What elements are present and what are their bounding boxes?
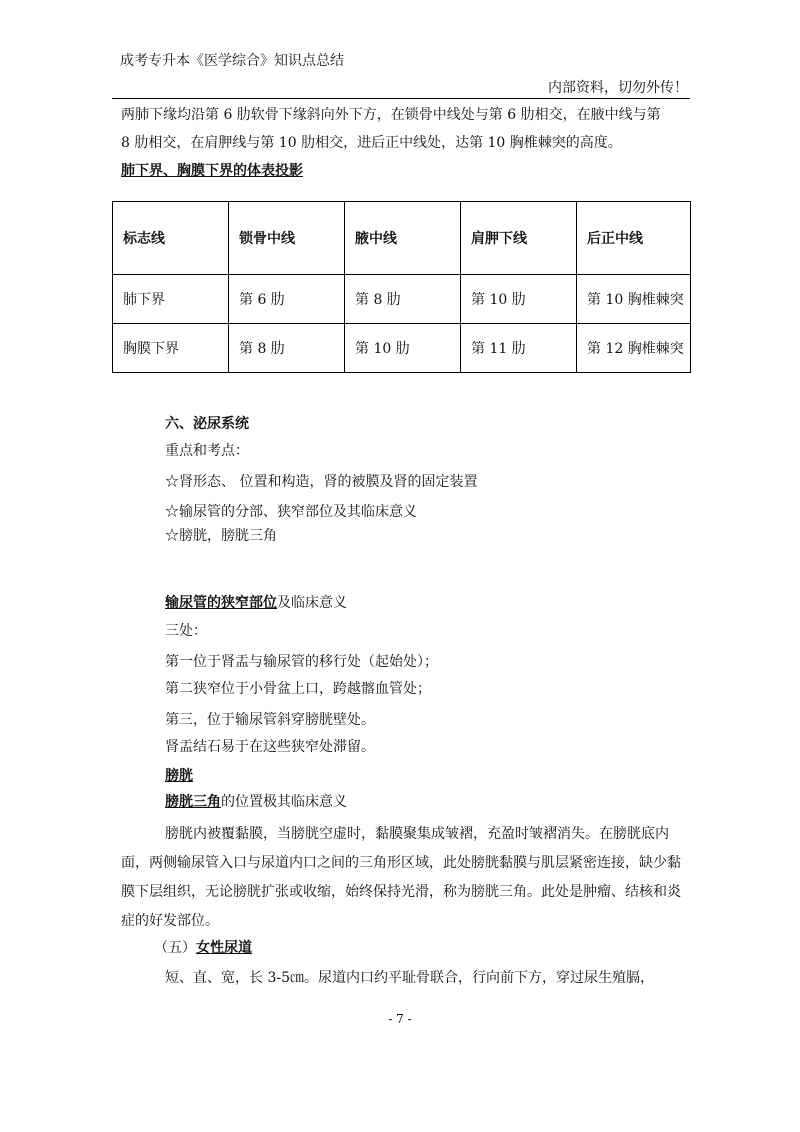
bladder-trigone-label: 膀胱三角 — [165, 794, 221, 810]
bladder-paragraph: 膀胱内被覆黏膜，当膀胱空虚时，黏膜聚集成皱褶，充盈时皱褶消失。在膀胱底内面，两侧输尿管入口与尿道内口之间的三角形区域，此处膀胱黏膜与肌层紧密连接，缺少黏膜下层组织，无论膀胱扩张或收缩，始终保持光滑，称为膀胱三角。此处是肿瘤、结核和炎症的好发部位。 — [121, 826, 681, 929]
ureter-heading-underlined: 输尿管的狭窄部位 — [165, 595, 277, 611]
projection-table — [112, 201, 691, 373]
female-urethra-text: 短、直、宽，长 3-5㎝。尿道内口约平耻骨联合，行向前下方，穿过尿生殖膈， — [165, 970, 654, 986]
female-urethra-title: 女性尿道 — [196, 940, 252, 956]
table-header-row — [113, 202, 691, 275]
table-cell: 肺下界 — [113, 275, 229, 324]
table-row — [113, 275, 691, 324]
bladder-heading: 膀胱 — [165, 768, 193, 784]
section-title-urinary: 六、泌尿系统 — [165, 416, 249, 432]
table-header-cell: 腋中线 — [345, 202, 461, 275]
intro-line-2: 8 肋相交，在肩胛线与第 10 肋相交，进后正中线处，达第 10 胸椎棘突的高度。 — [121, 135, 622, 151]
table-cell: 第 8 肋 — [345, 275, 461, 324]
bladder-subheading — [165, 788, 347, 816]
header-confidential-note: 内部资料，切勿外传！ — [548, 80, 688, 96]
intro-line-1: 两肺下缘均沿第 6 肋软骨下缘斜向外下方，在锁骨中线处与第 6 肋相交，在腋中线与第 — [121, 107, 661, 123]
table-cell: 第 10 肋 — [345, 324, 461, 373]
ureter-line: 肾盂结石易于在这些狭窄处滞留。 — [165, 739, 375, 755]
header-rule — [112, 98, 690, 99]
table-cell: 第 11 肋 — [461, 324, 577, 373]
table-header-cell: 后正中线 — [577, 202, 691, 275]
bladder-subheading-rest: 的位置极其临床意义 — [221, 794, 347, 810]
ureter-line: 第二狭窄位于小骨盆上口，跨越髂血管处； — [165, 681, 431, 697]
table-cell: 第 8 肋 — [229, 324, 345, 373]
female-urethra-heading — [154, 934, 252, 962]
ureter-heading — [165, 589, 347, 617]
header-title: 成考专升本《医学综合》知识点总结 — [120, 53, 344, 69]
key-points-label: 重点和考点： — [165, 443, 249, 459]
table-cell: 胸膜下界 — [113, 324, 229, 373]
ureter-line: 第三，位于输尿管斜穿膀胱壁处。 — [165, 712, 375, 728]
key-point-item: ☆肾形态、 位置和构造，肾的被膜及肾的固定装置 — [165, 474, 478, 490]
bladder-paragraph-block — [121, 820, 689, 936]
table-row — [113, 324, 691, 373]
ureter-line: 第一位于肾盂与输尿管的移行处（起始处）； — [165, 654, 438, 670]
table-cell: 第 12 胸椎棘突 — [577, 324, 691, 373]
ureter-heading-rest: 及临床意义 — [277, 595, 347, 611]
table-cell: 第 10 胸椎棘突 — [577, 275, 691, 324]
female-urethra-prefix: （五） — [154, 940, 196, 956]
table-cell: 第 6 肋 — [229, 275, 345, 324]
table-cell: 第 10 肋 — [461, 275, 577, 324]
table-title: 肺下界、胸膜下界的体表投影 — [121, 163, 303, 179]
key-point-item: ☆膀胱，膀胱三角 — [165, 528, 277, 544]
table-header-cell: 标志线 — [113, 202, 229, 275]
key-point-item: ☆输尿管的分部、狭窄部位及其临床意义 — [165, 504, 417, 520]
page-number: - 7 - — [388, 1012, 412, 1026]
ureter-line: 三处： — [165, 623, 207, 639]
table-header-cell: 锁骨中线 — [229, 202, 345, 275]
table-header-cell: 肩胛下线 — [461, 202, 577, 275]
